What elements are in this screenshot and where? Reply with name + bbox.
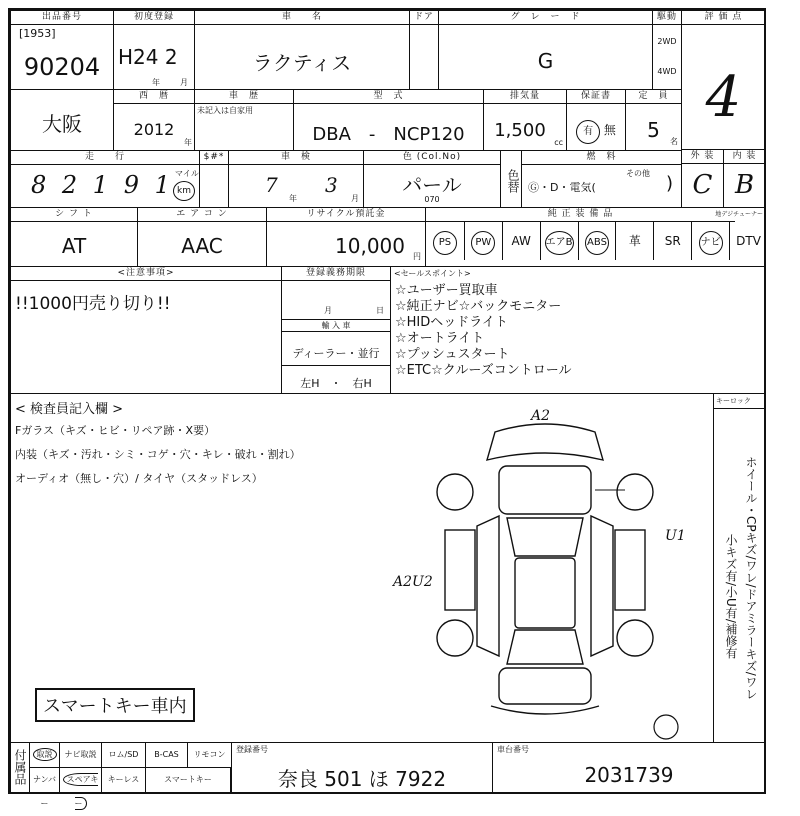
right-side-shape <box>615 530 645 610</box>
history-label: 車 歴 <box>195 90 293 104</box>
mileage-value: 8 2 1 9 1 <box>31 171 174 199</box>
plate-cell <box>231 742 493 794</box>
exterior-cell <box>681 149 724 208</box>
shift-label: シ フ ト <box>11 208 137 222</box>
history-note: 未記入は自家用 <box>197 106 253 115</box>
acc-top-item-4 <box>187 742 232 768</box>
reg-day-unit: 日 <box>376 306 384 315</box>
inspector-line-2: 内装（キズ・汚れ・シミ・コゲ・穴・キレ・破れ・割れ） <box>15 448 301 461</box>
acc-top-label-1: ナビ取説 <box>64 750 97 759</box>
accessories-label-cell <box>10 742 30 794</box>
exterior-value: C <box>692 170 713 200</box>
hood-shape <box>499 466 591 514</box>
acc-bot-label-0: ナンバー <box>32 775 57 808</box>
lot-sub: [1953] <box>19 27 56 40</box>
acc-bot-item-3 <box>145 767 231 793</box>
inspection-month-unit: 月 <box>351 194 359 203</box>
drive-cell <box>652 10 682 90</box>
key-lock-circle <box>651 712 681 742</box>
year-unit: 年 <box>152 78 160 87</box>
lot-number-cell <box>10 10 114 90</box>
lot-number: 90204 <box>23 53 101 81</box>
displacement-cell <box>483 89 567 151</box>
terrestrial-label: 地デジチューナー <box>715 211 763 218</box>
drive-2wd: 2WD <box>657 37 677 46</box>
inspector-cell <box>10 393 714 743</box>
grade-cell <box>438 10 653 90</box>
right-doors-shape <box>591 516 613 656</box>
shift-cell <box>10 207 138 267</box>
recycle-cell <box>266 207 426 267</box>
caution-label: <注意事項> <box>11 267 281 281</box>
acc-bot-label-1: スペアキー <box>63 773 99 810</box>
fuel-options: Ⓖ・D・電気( <box>528 181 596 194</box>
acc-top-label-3: B-CAS <box>154 750 179 759</box>
roof-shape <box>515 558 575 628</box>
acc-top-item-0 <box>29 742 60 768</box>
fuel-close-paren: ) <box>665 173 673 194</box>
color-cell <box>363 150 501 208</box>
mark-a2-front: A2 <box>531 408 551 424</box>
color-value: パール <box>402 173 462 197</box>
equipment-0 <box>426 222 464 260</box>
acc-bot-label-3: スマートキー <box>164 775 212 784</box>
car-diagram <box>425 406 665 726</box>
interior-cell <box>723 149 766 208</box>
month-unit: 月 <box>180 78 188 87</box>
equipment-4 <box>578 222 616 260</box>
door-cell <box>409 10 439 90</box>
acc-bot-item-1 <box>59 767 102 808</box>
grade-value: G <box>537 49 554 73</box>
inspection-month: 3 <box>325 173 338 197</box>
warranty-cell <box>566 89 626 151</box>
equipment-label-2: AW <box>511 234 531 248</box>
equipment-label-1: PW <box>471 231 495 255</box>
score-value: 4 <box>705 65 742 130</box>
inspection-year-unit: 年 <box>289 194 297 203</box>
plate-label: 登録番号 <box>236 745 268 754</box>
equipment-label: 純 正 装 備 品 <box>426 208 735 222</box>
mileage-label: 走 行 <box>11 151 199 165</box>
western-year: 2012 <box>133 120 175 139</box>
color-label: 色 (Col.No) <box>364 151 500 165</box>
selling-points-list <box>395 283 571 379</box>
western-year-cell <box>113 89 195 151</box>
equipment-5 <box>615 222 653 260</box>
chassis-cell <box>492 742 766 794</box>
selling-point-0: ☆ユーザー買取車 <box>395 283 498 298</box>
rear-left-wheel <box>437 620 473 656</box>
rear-bumper-shape <box>491 706 599 714</box>
legend-line-1: ホイール・CPキズ/ワレ/ドアミラーキズ/ワレ <box>744 456 758 700</box>
interior-value: B <box>734 170 755 200</box>
capacity: 5 <box>647 118 660 142</box>
fuel-label: 燃 料 <box>522 151 681 165</box>
first-reg-label: 初度登録 <box>114 11 194 25</box>
left-side-shape <box>445 530 475 610</box>
registration-cell <box>281 266 391 394</box>
inspection-cell <box>228 150 364 208</box>
selling-point-5: ☆ETC☆クルーズコントロール <box>395 363 572 378</box>
yen-unit: 円 <box>413 252 421 261</box>
equipment-label-8: DTV <box>736 234 761 248</box>
reg-month-unit: 月 <box>324 306 332 315</box>
drive-4wd: 4WD <box>657 67 677 76</box>
acc-top-item-1 <box>59 742 102 768</box>
mileage-unit-km: km <box>173 181 195 201</box>
first-reg-era: H24 <box>118 45 159 69</box>
color-no: 070 <box>424 195 440 204</box>
trunk-shape <box>499 668 591 704</box>
warranty-yes: 有 <box>576 120 600 144</box>
reg-label: 登録義務期限 <box>282 267 390 281</box>
chassis-label: 車台番号 <box>497 745 529 754</box>
equipment-2 <box>502 222 540 260</box>
import-label: 輸 入 車 <box>321 321 351 330</box>
capacity-label: 定 員 <box>626 90 681 104</box>
recycle-label: リサイクル預託金 <box>267 208 425 222</box>
equipment-label-6: SR <box>664 234 681 248</box>
acc-top-item-2 <box>101 742 146 768</box>
legend-line-2: 小キズ有/小U有/補修有 <box>724 534 738 659</box>
ac-cell <box>137 207 267 267</box>
equipment-label-4: ABS <box>585 231 609 255</box>
score-label: 評 価 点 <box>682 11 765 25</box>
western-year-unit: 年 <box>184 138 192 147</box>
history-cell <box>194 89 294 151</box>
selling-point-1: ☆純正ナビ☆バックモニター <box>395 299 562 314</box>
inspector-line-1: Fガラス（キズ・ヒビ・リペア跡・X要） <box>15 424 216 437</box>
equipment-label-3: エアB <box>545 231 574 255</box>
front-right-wheel <box>617 474 653 510</box>
rear-glass-shape <box>507 630 583 664</box>
equipment-6 <box>653 222 691 260</box>
inspection-label: 車 検 <box>229 151 363 165</box>
legend-cell <box>713 393 766 743</box>
mark-a2u2: A2U2 <box>393 574 433 590</box>
acc-top-item-3 <box>145 742 188 768</box>
equipment-1 <box>464 222 502 260</box>
acc-top-label-0: 取説 <box>33 748 57 761</box>
type-value: DBA - NCP120 <box>312 124 465 145</box>
fuel-other: その他 <box>626 169 650 178</box>
caution-text: !!1000円売り切り!! <box>15 294 171 314</box>
type-cell <box>293 89 484 151</box>
score-cell <box>681 10 766 150</box>
equipment-3 <box>540 222 578 260</box>
type-label: 型 式 <box>294 90 483 104</box>
front-left-wheel <box>437 474 473 510</box>
exterior-label: 外 装 <box>682 150 723 164</box>
plate-value: 奈良 501 ほ 7922 <box>277 767 447 791</box>
fuel-cell <box>521 150 682 208</box>
caution-cell <box>10 266 282 394</box>
rear-right-wheel <box>617 620 653 656</box>
displacement: 1,500 <box>494 120 546 141</box>
chassis-value: 2031739 <box>584 763 674 787</box>
sj-cell <box>199 150 229 208</box>
equipment-cell <box>425 207 766 267</box>
auction-sheet <box>8 8 766 808</box>
model-name-cell <box>194 10 410 90</box>
windshield-shape <box>507 518 583 556</box>
cc-unit: cc <box>554 138 563 147</box>
acc-bot-item-2 <box>101 767 146 793</box>
mileage-cell <box>10 150 200 208</box>
left-doors-shape <box>477 516 499 656</box>
inspection-year: 7 <box>265 173 278 197</box>
equipment-label-0: PS <box>433 231 457 255</box>
warranty-no: 無 <box>603 123 616 137</box>
equipment-7 <box>691 222 729 260</box>
selling-point-4: ☆プッシュスタート <box>395 347 510 362</box>
steering: 左H ・ 右H <box>300 377 372 390</box>
import-type: ディーラー・並行 <box>292 347 380 360</box>
color-change-cell <box>500 150 522 208</box>
ac-label: エ ア コ ン <box>138 208 266 222</box>
acc-bot-item-0 <box>29 767 60 808</box>
interior-label: 内 装 <box>724 150 765 164</box>
region-cell <box>10 89 114 151</box>
selling-points-cell <box>390 266 766 394</box>
keylock-label: キーロック <box>716 397 751 405</box>
acc-top-label-2: ロム/SD <box>108 750 139 759</box>
first-reg-month: 2 <box>164 45 178 69</box>
grade-label: グ レ ー ド <box>439 11 652 25</box>
selling-point-3: ☆オートライト <box>395 331 485 346</box>
equipment-8 <box>729 222 766 260</box>
shift-value: AT <box>61 234 87 258</box>
front-bumper-shape <box>487 424 603 460</box>
mileage-unit-mile: マイル <box>175 169 199 178</box>
selling-label: <セールスポイント> <box>394 269 471 278</box>
drive-label: 駆動 <box>653 11 681 25</box>
mark-u1: U1 <box>665 528 686 544</box>
equipment-label-5: 革 <box>628 234 641 248</box>
first-reg-cell <box>113 10 195 90</box>
model-name: ラクティス <box>252 51 352 75</box>
color-change-label: 色替 <box>506 169 520 193</box>
inspector-line-3: オーディオ（無し・穴）/ タイヤ（スタッドレス） <box>15 472 263 485</box>
accessories-label: 付属品 <box>13 749 27 785</box>
displacement-label: 排気量 <box>484 90 566 104</box>
selling-point-2: ☆HIDヘッドライト <box>395 315 508 330</box>
door-label: ドア <box>410 11 438 25</box>
acc-top-label-4: リモコン <box>193 750 226 759</box>
inspector-label: < 検査員記入欄 > <box>15 402 124 417</box>
capacity-cell <box>625 89 682 151</box>
warranty-label: 保証書 <box>567 90 625 104</box>
model-name-label: 車 名 <box>195 11 409 25</box>
smart-key-note: スマートキー車内 <box>35 688 195 722</box>
sj-label: $#* <box>200 151 228 165</box>
capacity-unit: 名 <box>670 137 678 146</box>
equipment-label-7: ナビ <box>699 231 723 255</box>
western-year-label: 西 暦 <box>114 90 194 104</box>
recycle-value: 10,000 <box>335 234 405 258</box>
lot-number-label: 出品番号 <box>11 11 113 25</box>
acc-bot-label-2: キーレス <box>107 775 140 784</box>
ac-value: AAC <box>181 234 223 258</box>
region: 大阪 <box>42 112 82 136</box>
